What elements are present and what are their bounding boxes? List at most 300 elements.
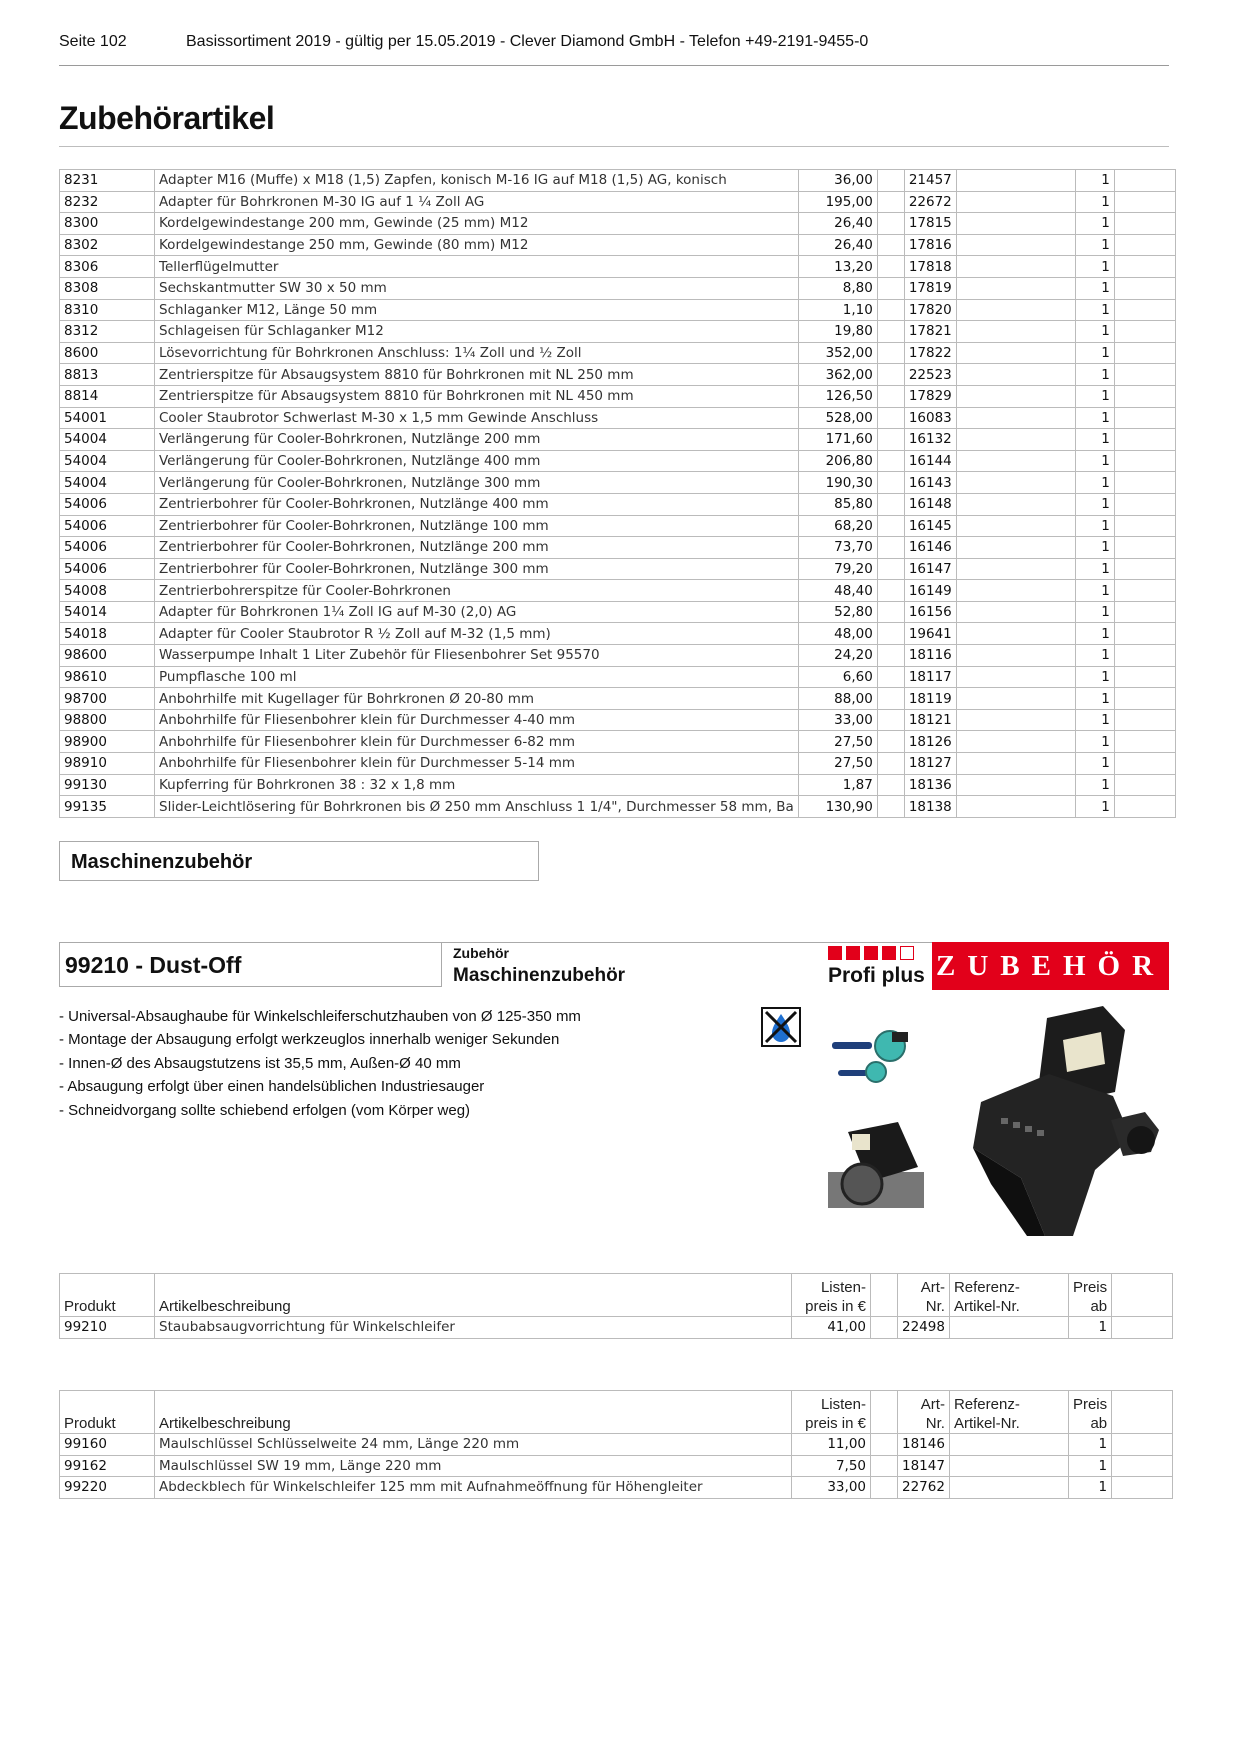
spacer-cell (1114, 796, 1175, 818)
header-produkt (60, 1274, 155, 1317)
spacer-cell (877, 731, 904, 753)
header-listenpreis (792, 1274, 871, 1317)
spacer-cell (956, 493, 1075, 515)
header-produkt (60, 1391, 155, 1434)
min-quantity-cell: 1 (1075, 170, 1114, 192)
description-cell: Adapter für Cooler Staubrotor R ½ Zoll auf M-32 (1,5 mm) (155, 623, 799, 645)
header-text: Produkt (64, 1298, 116, 1315)
spacer-cell (877, 277, 904, 299)
spacer-cell (1112, 1274, 1173, 1317)
list-price-cell: 171,60 (798, 429, 877, 451)
header-text: Listen- (820, 1279, 866, 1296)
header-text: ab (1090, 1415, 1108, 1432)
header-text: preis in € (805, 1298, 866, 1315)
table-header-row (60, 1391, 1173, 1434)
header-text: ab (1090, 1298, 1108, 1315)
table-row (60, 688, 1176, 710)
description-line: - Universal-Absaughaube für Winkelschleiferschutzhauben von Ø 125-350 mm (59, 1008, 581, 1025)
article-number-cell: 16132 (904, 429, 956, 451)
spacer-cell (1112, 1391, 1173, 1434)
spacer-cell (956, 407, 1075, 429)
spacer-cell (1114, 170, 1175, 192)
product-number-cell: 8310 (60, 299, 155, 321)
list-price-cell: 126,50 (798, 385, 877, 407)
spacer-cell (1114, 407, 1175, 429)
product-number-cell: 98910 (60, 753, 155, 775)
description-cell: Kordelgewindestange 200 mm, Gewinde (25 mm) M12 (155, 213, 799, 235)
rating-square-filled (828, 946, 842, 960)
min-quantity-cell: 1 (1075, 731, 1114, 753)
product-number-cell: 54001 (60, 407, 155, 429)
product-number-cell: 98700 (60, 688, 155, 710)
min-quantity-cell: 1 (1075, 558, 1114, 580)
min-quantity-cell: 1 (1075, 234, 1114, 256)
spacer-cell (1112, 1317, 1173, 1339)
table-row (60, 601, 1176, 623)
product-number-cell: 99210 (60, 1317, 155, 1339)
description-cell: Maulschlüssel SW 19 mm, Länge 220 mm (155, 1455, 792, 1477)
no-water-icon (761, 1007, 801, 1047)
min-quantity-cell: 1 (1075, 429, 1114, 451)
article-number-cell: 17820 (904, 299, 956, 321)
spacer-cell (877, 645, 904, 667)
rating-squares (828, 946, 914, 960)
spacer-cell (956, 234, 1075, 256)
min-quantity-cell: 1 (1068, 1477, 1111, 1499)
spacer-cell (956, 450, 1075, 472)
spacer-cell (877, 407, 904, 429)
list-price-cell: 33,00 (792, 1477, 871, 1499)
min-quantity-cell: 1 (1068, 1434, 1111, 1456)
description-cell: Verlängerung für Cooler-Bohrkronen, Nutzlänge 200 mm (155, 429, 799, 451)
description-cell: Cooler Staubrotor Schwerlast M-30 x 1,5 mm Gewinde Anschluss (155, 407, 799, 429)
spacer-cell (1114, 493, 1175, 515)
min-quantity-cell: 1 (1075, 623, 1114, 645)
spacer-cell (956, 796, 1075, 818)
table-row (60, 774, 1176, 796)
list-price-cell: 48,40 (798, 580, 877, 602)
product-number-cell: 54008 (60, 580, 155, 602)
product-number-cell: 54004 (60, 450, 155, 472)
spacer-cell (877, 796, 904, 818)
min-quantity-cell: 1 (1075, 709, 1114, 731)
spacer-cell (956, 774, 1075, 796)
min-quantity-cell: 1 (1075, 213, 1114, 235)
product-number-cell: 8813 (60, 364, 155, 386)
spacer-cell (956, 709, 1075, 731)
spacer-cell (1114, 472, 1175, 494)
spacer-cell (956, 601, 1075, 623)
spacer-cell (1114, 515, 1175, 537)
article-number-cell: 17821 (904, 321, 956, 343)
description-cell: Staubabsaugvorrichtung für Winkelschleifer (155, 1317, 792, 1339)
article-number-cell: 16143 (904, 472, 956, 494)
table-row (60, 1434, 1173, 1456)
header-text: Artikel-Nr. (953, 1415, 1020, 1432)
min-quantity-cell: 1 (1075, 537, 1114, 559)
article-number-cell: 16148 (904, 493, 956, 515)
spacer-cell (877, 623, 904, 645)
header-referenz (949, 1391, 1068, 1434)
min-quantity-cell: 1 (1075, 493, 1114, 515)
main-product-table (59, 169, 1176, 818)
list-price-cell: 26,40 (798, 213, 877, 235)
min-quantity-cell: 1 (1075, 256, 1114, 278)
description-cell: Verlängerung für Cooler-Bohrkronen, Nutzlänge 300 mm (155, 472, 799, 494)
table-row (60, 277, 1176, 299)
min-quantity-cell: 1 (1075, 601, 1114, 623)
description-line: - Absaugung erfolgt über einen handelsüblichen Industriesauger (59, 1078, 485, 1096)
table-row (60, 645, 1176, 667)
article-number-cell: 22498 (898, 1317, 950, 1339)
list-price-cell: 11,00 (792, 1434, 871, 1456)
article-number-cell: 16156 (904, 601, 956, 623)
list-price-cell: 26,40 (798, 234, 877, 256)
description-cell: Schlaganker M12, Länge 50 mm (155, 299, 799, 321)
table-row (60, 385, 1176, 407)
spacer-cell (956, 364, 1075, 386)
rating-square-filled (864, 946, 878, 960)
product-number-cell: 8231 (60, 170, 155, 192)
spacer-cell (956, 342, 1075, 364)
article-number-cell: 16144 (904, 450, 956, 472)
spacer-cell (877, 515, 904, 537)
article-number-cell: 16149 (904, 580, 956, 602)
spacer-cell (877, 688, 904, 710)
table-row (60, 364, 1176, 386)
table-row (60, 709, 1176, 731)
list-price-cell: 130,90 (798, 796, 877, 818)
article-number-cell: 18119 (904, 688, 956, 710)
description-cell: Anbohrhilfe für Fliesenbohrer klein für Durchmesser 6-82 mm (155, 731, 799, 753)
rating-square-filled (882, 946, 896, 960)
description-cell: Zentrierbohrer für Cooler-Bohrkronen, Nutzlänge 400 mm (155, 493, 799, 515)
product-number-cell: 8232 (60, 191, 155, 213)
table-row (60, 1317, 1173, 1339)
spacer-cell (949, 1455, 1068, 1477)
article-number-cell: 18127 (904, 753, 956, 775)
header-referenz (949, 1274, 1068, 1317)
grinder-in-use-image (828, 1112, 924, 1208)
spacer-cell (877, 601, 904, 623)
article-number-cell: 18116 (904, 645, 956, 667)
spacer-cell (1114, 234, 1175, 256)
article-number-cell: 18147 (898, 1455, 950, 1477)
table-row (60, 450, 1176, 472)
list-price-cell: 27,50 (798, 753, 877, 775)
rating-square-filled (846, 946, 860, 960)
min-quantity-cell: 1 (1068, 1317, 1111, 1339)
article-number-cell: 21457 (904, 170, 956, 192)
product-number-cell: 99160 (60, 1434, 155, 1456)
table-row (60, 234, 1176, 256)
spacer-cell (1114, 666, 1175, 688)
product-number-cell: 8600 (60, 342, 155, 364)
spacer-cell (1114, 213, 1175, 235)
table-row (60, 429, 1176, 451)
header-text: Preis (1072, 1396, 1108, 1413)
min-quantity-cell: 1 (1075, 364, 1114, 386)
table-row (60, 407, 1176, 429)
product-description (59, 1005, 581, 1122)
spacer-cell (871, 1477, 898, 1499)
product-number-cell: 8814 (60, 385, 155, 407)
article-number-cell: 18126 (904, 731, 956, 753)
description-cell: Verlängerung für Cooler-Bohrkronen, Nutzlänge 400 mm (155, 450, 799, 472)
spacer-cell (1114, 191, 1175, 213)
table-row (60, 753, 1176, 775)
list-price-cell: 190,30 (798, 472, 877, 494)
product-number-cell: 54018 (60, 623, 155, 645)
spacer-cell (956, 385, 1075, 407)
article-number-cell: 18117 (904, 666, 956, 688)
spacer-cell (877, 256, 904, 278)
spacer-cell (877, 234, 904, 256)
product-number-cell: 54006 (60, 493, 155, 515)
spacer-cell (871, 1317, 898, 1339)
description-cell: Zentrierbohrer für Cooler-Bohrkronen, Nutzlänge 100 mm (155, 515, 799, 537)
min-quantity-cell: 1 (1075, 580, 1114, 602)
spacer-cell (1114, 709, 1175, 731)
description-cell: Adapter für Bohrkronen 1¼ Zoll IG auf M-30 (2,0) AG (155, 601, 799, 623)
product-number-cell: 98600 (60, 645, 155, 667)
product-number-cell: 54006 (60, 558, 155, 580)
description-cell: Anbohrhilfe mit Kugellager für Bohrkronen Ø 20-80 mm (155, 688, 799, 710)
article-number-cell: 18121 (904, 709, 956, 731)
table-row (60, 213, 1176, 235)
list-price-cell: 36,00 (798, 170, 877, 192)
product-number-cell: 98800 (60, 709, 155, 731)
description-cell: Kordelgewindestange 250 mm, Gewinde (80 mm) M12 (155, 234, 799, 256)
list-price-cell: 85,80 (798, 493, 877, 515)
product-number-cell: 54004 (60, 429, 155, 451)
header-text: Produkt (64, 1415, 116, 1432)
spacer-cell (956, 688, 1075, 710)
description-cell: Anbohrhilfe für Fliesenbohrer klein für Durchmesser 4-40 mm (155, 709, 799, 731)
description-cell: Zentrierbohrerspitze für Cooler-Bohrkronen (155, 580, 799, 602)
table-row (60, 321, 1176, 343)
table-row (60, 623, 1176, 645)
header-preis-ab (1068, 1274, 1111, 1317)
accessory-table (59, 1390, 1173, 1499)
min-quantity-cell: 1 (1075, 688, 1114, 710)
list-price-cell: 52,80 (798, 601, 877, 623)
spacer-cell (956, 645, 1075, 667)
description-cell: Lösevorrichtung für Bohrkronen Anschluss: 1¼ Zoll und ½ Zoll (155, 342, 799, 364)
list-price-cell: 352,00 (798, 342, 877, 364)
min-quantity-cell: 1 (1075, 450, 1114, 472)
list-price-cell: 528,00 (798, 407, 877, 429)
list-price-cell: 195,00 (798, 191, 877, 213)
description-cell: Adapter für Bohrkronen M-30 IG auf 1 ¼ Zoll AG (155, 191, 799, 213)
product-number-cell: 99162 (60, 1455, 155, 1477)
header-artikelbeschreibung (155, 1274, 792, 1317)
product-number-cell: 54004 (60, 472, 155, 494)
spacer-cell (1114, 537, 1175, 559)
min-quantity-cell: 1 (1075, 321, 1114, 343)
min-quantity-cell: 1 (1075, 774, 1114, 796)
article-number-cell: 16145 (904, 515, 956, 537)
spacer-cell (1114, 429, 1175, 451)
table-row (60, 515, 1176, 537)
article-number-cell: 19641 (904, 623, 956, 645)
page-header (59, 31, 1169, 66)
list-price-cell: 48,00 (798, 623, 877, 645)
spacer-cell (1114, 364, 1175, 386)
page-number: Seite 102 (59, 33, 127, 50)
spacer-cell (1114, 450, 1175, 472)
rating-square-empty (900, 946, 914, 960)
product-number-cell: 8308 (60, 277, 155, 299)
product-number-cell: 8302 (60, 234, 155, 256)
header-text: preis in € (805, 1415, 866, 1432)
product-title: 99210 - Dust-Off (59, 942, 442, 987)
header-text: Preis (1072, 1279, 1108, 1296)
table-row (60, 796, 1176, 818)
min-quantity-cell: 1 (1075, 299, 1114, 321)
spacer-cell (877, 321, 904, 343)
article-number-cell: 17816 (904, 234, 956, 256)
table-row (60, 537, 1176, 559)
min-quantity-cell: 1 (1075, 515, 1114, 537)
table-row (60, 731, 1176, 753)
header-text: Referenz- (953, 1396, 1020, 1413)
table-row (60, 558, 1176, 580)
spacer-cell (877, 493, 904, 515)
spacer-cell (1114, 601, 1175, 623)
spacer-cell (877, 299, 904, 321)
list-price-cell: 24,20 (798, 645, 877, 667)
list-price-cell: 1,10 (798, 299, 877, 321)
min-quantity-cell: 1 (1075, 191, 1114, 213)
spacer-cell (877, 709, 904, 731)
article-number-cell: 22672 (904, 191, 956, 213)
spacer-cell (956, 623, 1075, 645)
spacer-cell (871, 1434, 898, 1456)
spacer-cell (1114, 774, 1175, 796)
product-table (59, 1273, 1173, 1339)
min-quantity-cell: 1 (1075, 666, 1114, 688)
spacer-cell (877, 342, 904, 364)
spacer-cell (956, 515, 1075, 537)
list-price-cell: 6,60 (798, 666, 877, 688)
spacer-cell (877, 753, 904, 775)
header-text: Referenz- (953, 1279, 1020, 1296)
dust-off-product-image (955, 1000, 1169, 1240)
min-quantity-cell: 1 (1075, 385, 1114, 407)
product-number-cell: 8306 (60, 256, 155, 278)
description-cell: Zentrierspitze für Absaugsystem 8810 für Bohrkronen mit NL 450 mm (155, 385, 799, 407)
product-category-small: Zubehör (453, 945, 509, 961)
list-price-cell: 206,80 (798, 450, 877, 472)
product-number-cell: 8312 (60, 321, 155, 343)
list-price-cell: 73,70 (798, 537, 877, 559)
spacer-cell (877, 537, 904, 559)
description-cell: Adapter M16 (Muffe) x M18 (1,5) Zapfen, konisch M-16 IG auf M18 (1,5) AG, konisch (155, 170, 799, 192)
spacer-cell (956, 753, 1075, 775)
spacer-cell (1114, 645, 1175, 667)
product-number-cell: 8300 (60, 213, 155, 235)
article-number-cell: 22523 (904, 364, 956, 386)
list-price-cell: 88,00 (798, 688, 877, 710)
spacer-cell (956, 537, 1075, 559)
spacer-cell (877, 191, 904, 213)
min-quantity-cell: 1 (1075, 472, 1114, 494)
spacer-cell (956, 256, 1075, 278)
description-cell: Slider-Leichtlösering für Bohrkronen bis Ø 250 mm Anschluss 1 1/4", Durchmesser 58 mm, Ba (155, 796, 799, 818)
grinder-thumbnail-image (828, 1018, 924, 1092)
description-cell: Tellerflügelmutter (155, 256, 799, 278)
min-quantity-cell: 1 (1075, 753, 1114, 775)
spacer-cell (956, 731, 1075, 753)
product-number-cell: 54006 (60, 537, 155, 559)
spacer-cell (1112, 1434, 1173, 1456)
spacer-cell (1114, 342, 1175, 364)
spacer-cell (949, 1434, 1068, 1456)
header-spacer (871, 1274, 898, 1317)
description-line: - Innen-Ø des Absaugstutzens ist 35,5 mm, Außen-Ø 40 mm (59, 1054, 461, 1072)
spacer-cell (1114, 277, 1175, 299)
header-art-nr (898, 1274, 950, 1317)
spacer-cell (956, 321, 1075, 343)
spacer-cell (877, 558, 904, 580)
min-quantity-cell: 1 (1075, 342, 1114, 364)
list-price-cell: 7,50 (792, 1455, 871, 1477)
table-row (60, 472, 1176, 494)
table-row (60, 256, 1176, 278)
list-price-cell: 8,80 (798, 277, 877, 299)
header-artikelbeschreibung (155, 1391, 792, 1434)
rating-label: Profi plus (828, 964, 925, 987)
description-cell: Pumpflasche 100 ml (155, 666, 799, 688)
spacer-cell (1114, 731, 1175, 753)
article-number-cell: 17822 (904, 342, 956, 364)
article-number-cell: 18138 (904, 796, 956, 818)
description-cell: Kupferring für Bohrkronen 38 : 32 x 1,8 mm (155, 774, 799, 796)
spacer-cell (1114, 558, 1175, 580)
table-row (60, 170, 1176, 192)
spacer-cell (877, 364, 904, 386)
description-line: - Montage der Absaugung erfolgt werkzeuglos innerhalb weniger Sekunden (59, 1031, 560, 1049)
table-row (60, 342, 1176, 364)
header-text: Artikelbeschreibung (159, 1298, 291, 1315)
table-row (60, 493, 1176, 515)
spacer-cell (949, 1317, 1068, 1339)
list-price-cell: 1,87 (798, 774, 877, 796)
spacer-cell (956, 666, 1075, 688)
article-number-cell: 17818 (904, 256, 956, 278)
header-art-nr (898, 1391, 950, 1434)
header-listenpreis (792, 1391, 871, 1434)
list-price-cell: 27,50 (798, 731, 877, 753)
table-row (60, 1477, 1173, 1499)
header-text: Artikelbeschreibung (159, 1415, 291, 1432)
article-number-cell: 18146 (898, 1434, 950, 1456)
list-price-cell: 13,20 (798, 256, 877, 278)
product-number-cell: 54014 (60, 601, 155, 623)
spacer-cell (1114, 256, 1175, 278)
product-number-cell: 99135 (60, 796, 155, 818)
article-number-cell: 16147 (904, 558, 956, 580)
product-number-cell: 98610 (60, 666, 155, 688)
spacer-cell (1114, 321, 1175, 343)
header-text: Nr. (925, 1415, 945, 1432)
spacer-cell (877, 450, 904, 472)
table-row (60, 299, 1176, 321)
spacer-cell (956, 299, 1075, 321)
spacer-cell (956, 277, 1075, 299)
article-number-cell: 18136 (904, 774, 956, 796)
